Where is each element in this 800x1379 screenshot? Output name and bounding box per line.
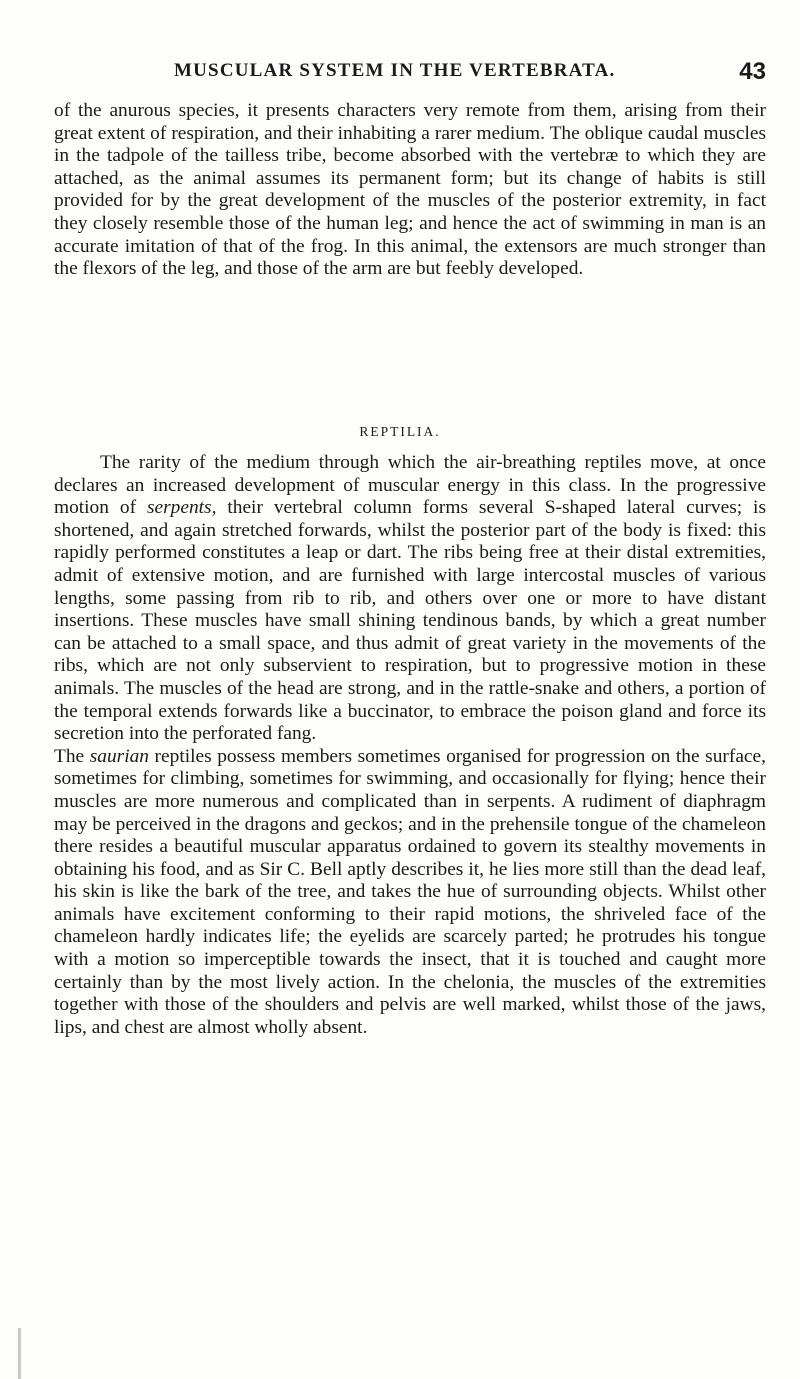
reptilia-section-body — [54, 452, 766, 1039]
paragraph-text-start: The — [54, 745, 90, 767]
paragraph-anurous — [54, 100, 766, 281]
paragraph-saurian — [54, 746, 766, 1040]
paragraph-text-rest: reptiles possess members sometimes organised for progression on the surface, sometimes for climbing, sometimes for swimming, and occasionally for flying; hence their muscles are more numerous and complicated than in serpents. A rudiment of diaphragm may be perceived in the dragons and geckos; and in the prehensile tongue of the chameleon there resides a beautiful muscular apparatus ordained to govern its stealthy movements in obtaining his food, and as Sir C. Bell aptly describes it, he lies more still than the dead leaf, his skin is like the bark of the tree, and takes the hue of surrounding objects. Whilst other animals have excitement conforming to their rapid motions, the shriveled face of the chameleon hardly indicates life; the eyelids are scarcely parted; he protrudes his tongue with a motion so imperceptible towards the insect, that it is touched and caught more certainly than by the most lively action. In the chelonia, the muscles of the extremities together with those of the shoulders and pelvis are well marked, whilst those of the jaws, lips, and chest are almost wholly absent. — [54, 745, 766, 1038]
paragraph-text-start: The rarity of the medium through which the air-breathing reptiles move, at once declares an increased development of muscular energy in this class. In the progressive motion of — [54, 452, 766, 519]
running-head — [66, 58, 766, 88]
page-number: 43 — [739, 58, 766, 85]
running-title: MUSCULAR SYSTEM IN THE VERTEBRATA. — [174, 60, 616, 81]
paragraph-text: of the anurous species, it presents characters very remote from them, arising from their great extent of respiration, and their inhabiting a rarer medium. The oblique caudal muscles in the tadpole of the tailless tribe, become absorbed with the vertebræ to which they are attached, as the animal assumes its permanent form; but its change of habits is still provided for by the great development of the muscles of the posterior extremity, in fact they closely resemble those of the human leg; and hence the act of swimming in man is an accurate imitation of that of the frog. In this animal, the extensors are much stronger than the flexors of the leg, and those of the arm are but feebly developed. — [54, 100, 766, 280]
italic-term-serpents: serpents — [146, 497, 212, 519]
paragraph-serpents — [54, 452, 766, 746]
section-heading-reptilia: REPTILIA. — [359, 424, 441, 439]
scan-edge-mark — [18, 1328, 21, 1379]
paragraph-text-rest: , their vertebral column forms several S-shaped lateral curves; is shortened, and again stretched forwards, whilst the posterior part of the body is fixed: this rapidly performed constitutes a leap or dart. The ribs being free at their distal extremities, admit of extensive motion, and are furnished with large intercostal muscles of various lengths, some passing from rib to rib, and others over one or more to have distant insertions. These muscles have small shining tendinous bands, by which a great number can be attached to a small space, and thus admit of great variety in the movements of the ribs, which are not only subservient to respiration, but to progressive motion in these animals. The muscles of the head are strong, and in the rattle-snake and others, a portion of the temporal extends forwards like a buccinator, to embrace the poison gland and force its secretion into the perforated fang. — [54, 497, 766, 745]
italic-term-saurian: saurian — [89, 745, 149, 767]
